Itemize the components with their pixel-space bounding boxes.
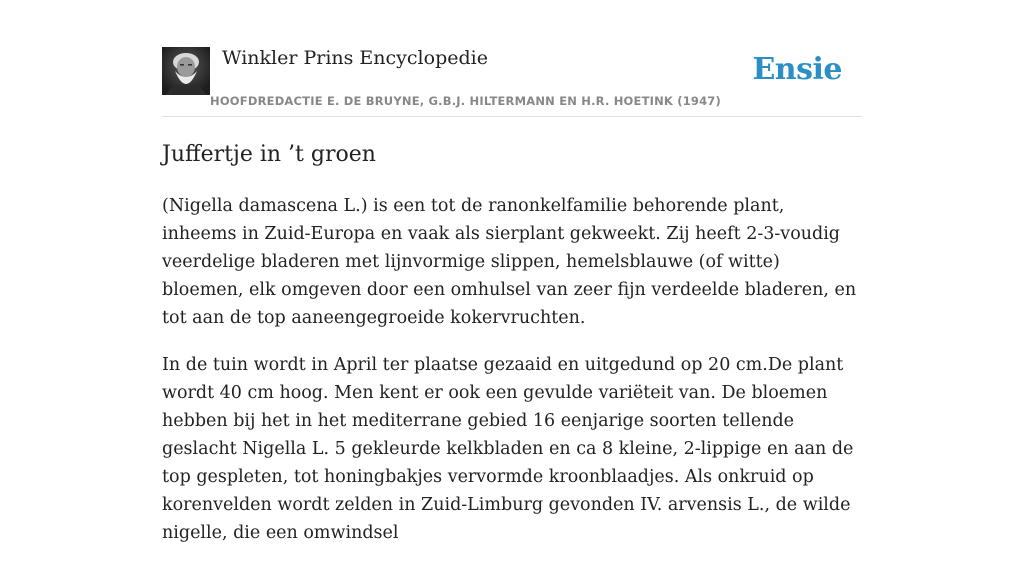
source-header	[162, 46, 862, 117]
portrait-icon[interactable]	[162, 47, 210, 95]
editors-line: HOOFDREDACTIE E. DE BRUYNE, G.B.J. HILTERMANN EN H.R. HOETINK (1947)	[210, 94, 721, 108]
article-paragraph-2: In de tuin wordt in April ter plaatse gezaaid en uitgedund op 20 cm.De plant wordt 40 cm hoog. Men kent er ook een gevulde variëteit van. De bloemen hebben bij het in het mediterrane gebied 16 eenjarige soorten tellende geslacht Nigella L. 5 gekleurde kelkbladen en ca 8 kleine, 2-lippige en aan de top gespleten, tot honingbakjes vervormde kroonblaadjes. Als onkruid op korenvelden wordt zelden in Zuid-Limburg gevonden IV. arvensis L., de wilde nigelle, die een omwindsel	[162, 355, 854, 543]
article	[162, 140, 862, 566]
article-paragraph-1: (Nigella damascena L.) is een tot de ranonkelfamilie behorende plant, inheems in Zuid-Europa en vaak als sierplant gekweekt. Zij heeft 2-3-voudig veerdelige bladeren met lijnvormige slippen, hemelsblauwe (of witte) bloemen, elk omgeven door een omhulsel van zeer fijn verdeelde bladeren, en tot aan de top aaneengegroeide kokervruchten.	[162, 196, 857, 328]
article-title: Juffertje in ’t groen	[162, 142, 376, 167]
source-title[interactable]: Winkler Prins Encyclopedie	[222, 47, 488, 69]
ensie-logo[interactable]: Ensie	[752, 52, 842, 87]
